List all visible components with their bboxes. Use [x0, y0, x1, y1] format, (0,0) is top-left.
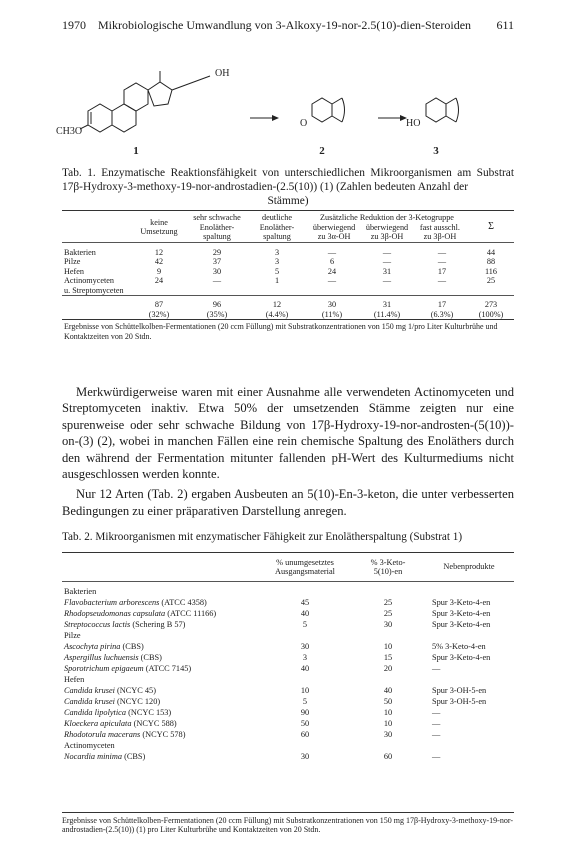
body-text [62, 384, 514, 519]
table2-caption: Tab. 2. Mikroorganismen mit enzymatischer Fähigkeit zur Enolätherspaltung (Substrat 1) [62, 531, 463, 543]
table1-super-header: Zusätzliche Reduktion der 3-Ketogruppe überwiegend zu 3α-OH überwiegend zu 3β-OH fast ausschl. zu 3β-OH [312, 213, 460, 241]
cell-nebenprodukte: Spur 3-Keto-4-en [432, 609, 491, 618]
cell-nebenprodukte: — [432, 719, 441, 728]
cell-nebenprodukte: — [432, 664, 441, 673]
cell-unumgesetzt: 40 [300, 664, 310, 673]
arrow-head-1 [272, 115, 279, 121]
table2-col-nebenprodukte: Nebenprodukte [443, 562, 495, 572]
table2-row [62, 707, 514, 718]
strain-id: (Schering B 57) [132, 620, 186, 629]
table1-header-row [62, 211, 514, 243]
ch3o-label: CH3O [56, 126, 83, 137]
cell-unumgesetzt: 30 [300, 752, 310, 761]
cell-nebenprodukte: 5% 3-Keto-4-en [432, 642, 486, 651]
table2-group-label: Pilze [64, 631, 81, 640]
organism-name: Flavobacterium arborescens [64, 598, 160, 607]
ho-label: HO [406, 118, 421, 129]
cell-keto: 10 [383, 642, 393, 651]
strain-id: (NCYC 153) [128, 708, 172, 717]
strain-id: (ATCC 7145) [145, 664, 192, 673]
page-number: 611 [496, 18, 514, 32]
cell-keto: 40 [383, 686, 393, 695]
running-header [62, 18, 514, 33]
cell-unumgesetzt: 3 [302, 653, 308, 662]
strain-id: (NCYC 588) [133, 719, 177, 728]
ring-a-2 [312, 98, 332, 122]
table1-row-actinomyceten: Actinomyceten u. Streptomyceten 24 — 1 — — — 25 [64, 276, 496, 295]
strain-id: (NCYC 578) [142, 730, 186, 739]
cell-nebenprodukte: — [432, 730, 441, 739]
table2-row [62, 608, 514, 619]
table2-col-unumgesetzt: % unumgesetztes Ausgangsmaterial [275, 557, 335, 576]
organism-name: Kloeckera apiculata [64, 719, 132, 728]
table2-row [62, 751, 514, 762]
table1-row-hefen: Hefen 9 30 5 24 31 17 116 [64, 266, 497, 276]
table2-rows [62, 586, 514, 762]
table2-group-row [62, 740, 514, 751]
cell-keto: 60 [383, 752, 393, 761]
cell-nebenprodukte: Spur 3-Keto-4-en [432, 653, 491, 662]
table2-header-row [62, 553, 514, 582]
compound-number-3: 3 [433, 145, 439, 157]
organism-name: Nocardia minima [64, 752, 123, 761]
table1-col-sum: Σ [488, 220, 494, 232]
strain-id: (NCYC 45) [117, 686, 156, 695]
cell-unumgesetzt: 50 [300, 719, 310, 728]
cell-nebenprodukte: — [432, 752, 441, 761]
strain-id: (ATCC 4358) [161, 598, 207, 607]
ring-d [148, 82, 172, 106]
journal-year: 1970 [62, 18, 86, 32]
cell-keto: 25 [383, 598, 393, 607]
table1-row-percents: (32%) (35%) (4.4%) (11%) (11.4%) (6.3%) (100%) [148, 309, 504, 319]
cell-keto: 30 [383, 730, 393, 739]
table2-group-row [62, 586, 514, 597]
strain-id: (CBS) [122, 642, 144, 651]
table2-row [62, 663, 514, 674]
organism-name: Rhodotorula macerans [64, 730, 141, 739]
strain-id: (CBS) [140, 653, 162, 662]
organism-name: Rhodopseudomonas capsulata [64, 609, 166, 618]
table2-row [62, 729, 514, 740]
organism-name: Ascochyta pirina [64, 642, 121, 651]
organism-name: Sporotrichum epigaeum [64, 664, 144, 673]
table2-group-label: Bakterien [64, 587, 97, 596]
table1-row-totals: 87 96 12 30 31 17 273 [154, 300, 498, 309]
strain-id: (CBS) [124, 752, 146, 761]
running-title: Mikrobiologische Umwandlung von 3-Alkoxy-19-nor-2.5(10)-dien-Steroiden [98, 18, 472, 32]
cell-keto: 25 [383, 609, 393, 618]
table2-row [62, 597, 514, 608]
table1-col-keine: keine Umsetzung [140, 217, 178, 237]
paragraph-2: Nur 12 Arten (Tab. 2) ergaben Ausbeuten an 5(10)-En-3-keton, die unter verbesserten Bedingungen zu einer präparativen Darstellung anregen. [62, 487, 514, 518]
cell-unumgesetzt: 10 [300, 686, 310, 695]
table2-note: Ergebnisse von Schüttelkolben-Fermentationen (20 ccm Füllung) mit Substratkonzentrationen von 150 mg 17β-Hydroxy-3-methoxy-19-nor-androstadien-(2.5(10)) (1) pro Liter Kulturbrühe und Kontaktzeiten von 20 Stdn. [62, 812, 514, 835]
cell-keto: 20 [383, 664, 393, 673]
table1-note: Ergebnisse von Schüttelkolben-Fermentationen (20 ccm Füllung) mit Substratkonzentrationen von 150 mg 1/pro Liter Kulturbrühe und Kontaktzeiten von 20 Stdn. [64, 322, 498, 341]
organism-name: Candida krusei [64, 697, 115, 706]
cell-nebenprodukte: Spur 3-OH-5-en [432, 686, 487, 695]
table1-row-pilze: Pilze 42 37 3 6 — — 88 [64, 257, 496, 266]
cell-unumgesetzt: 45 [300, 598, 310, 607]
strain-id: (NCYC 120) [117, 697, 161, 706]
ring-a-3 [426, 98, 446, 122]
ring-b [112, 104, 136, 132]
table2-body [62, 586, 514, 762]
table2-row [62, 696, 514, 707]
reaction-scheme [56, 62, 520, 160]
cell-unumgesetzt: 90 [300, 708, 310, 717]
oh-label: OH [215, 68, 230, 79]
cell-unumgesetzt: 5 [302, 697, 308, 706]
cell-keto: 30 [383, 620, 393, 629]
table2-group-label: Actinomyceten [64, 741, 115, 750]
cell-keto: 10 [383, 708, 393, 717]
organism-name: Aspergillus luchuensis [64, 653, 139, 662]
cell-unumgesetzt: 5 [302, 620, 308, 629]
table2 [62, 552, 514, 586]
cell-nebenprodukte: Spur 3-Keto-4-en [432, 620, 491, 629]
organism-name: Streptococcus lactis [64, 620, 131, 629]
table1-caption-end: Stämme) [267, 195, 309, 207]
table1-caption-text: Tab. 1. Enzymatische Reaktionsfähigkeit von unterschiedlichen Mikroorganismen am Substrat 17β-Hydroxy-3-methoxy-19-nor-androstadien-(2.5(10)) (1) (Zahlen bedeuten Anzahl der [62, 167, 514, 193]
table2-row [62, 718, 514, 729]
table1 [62, 210, 514, 341]
cell-keto: 15 [383, 653, 393, 662]
cell-unumgesetzt: 30 [300, 642, 310, 651]
table2-group-row [62, 674, 514, 685]
table2-col-keto: % 3-Keto- 5(10)-en [370, 557, 406, 576]
cell-unumgesetzt: 60 [300, 730, 310, 739]
organism-name: Candida krusei [64, 686, 115, 695]
cell-unumgesetzt: 40 [300, 609, 310, 618]
table2-row [62, 652, 514, 663]
table2-row [62, 685, 514, 696]
table1-col-sehr-schwache: sehr schwache Enoläther- spaltung [193, 213, 241, 241]
strain-id: (ATCC 11166) [167, 609, 217, 618]
ring-c [124, 83, 148, 111]
table1-row-bakterien: Bakterien 12 29 3 — — — 44 [64, 247, 496, 257]
cell-keto: 10 [383, 719, 393, 728]
cell-nebenprodukte: Spur 3-Keto-4-en [432, 598, 491, 607]
cell-nebenprodukte: Spur 3-OH-5-en [432, 697, 487, 706]
cell-nebenprodukte: — [432, 708, 441, 717]
table2-row [62, 641, 514, 652]
table2-group-row [62, 630, 514, 641]
o-label: O [300, 118, 308, 129]
compound-number-2: 2 [319, 145, 325, 157]
paragraph-1: Merkwürdigerweise waren mit einer Ausnahme alle verwendeten Actinomyceten und Streptomyceten inaktiv. Etwa 50% der umsetzenden Stämme zeigten nur eine spurenweise oder sehr schwache Bildung von 17β-Hydroxy-19-nor-androsten-(5(10))-on-(3) (2), wobei in manchen Fällen eine rein chemische Spaltung des Enoläthers durch den während der Fermentation mitunter fallenden pH-Wert des Kulturmediums nicht ausgeschlossen werden konnte. [62, 385, 514, 482]
compound-number-1: 1 [133, 145, 139, 157]
table2-row [62, 619, 514, 630]
table1-caption [62, 166, 514, 208]
cell-keto: 50 [383, 697, 393, 706]
table2-group-label: Hefen [64, 675, 85, 684]
organism-name: Candida lipolytica [64, 708, 126, 717]
table1-col-deutliche: deutliche Enoläther- spaltung [259, 213, 295, 241]
ring-a [88, 104, 112, 132]
